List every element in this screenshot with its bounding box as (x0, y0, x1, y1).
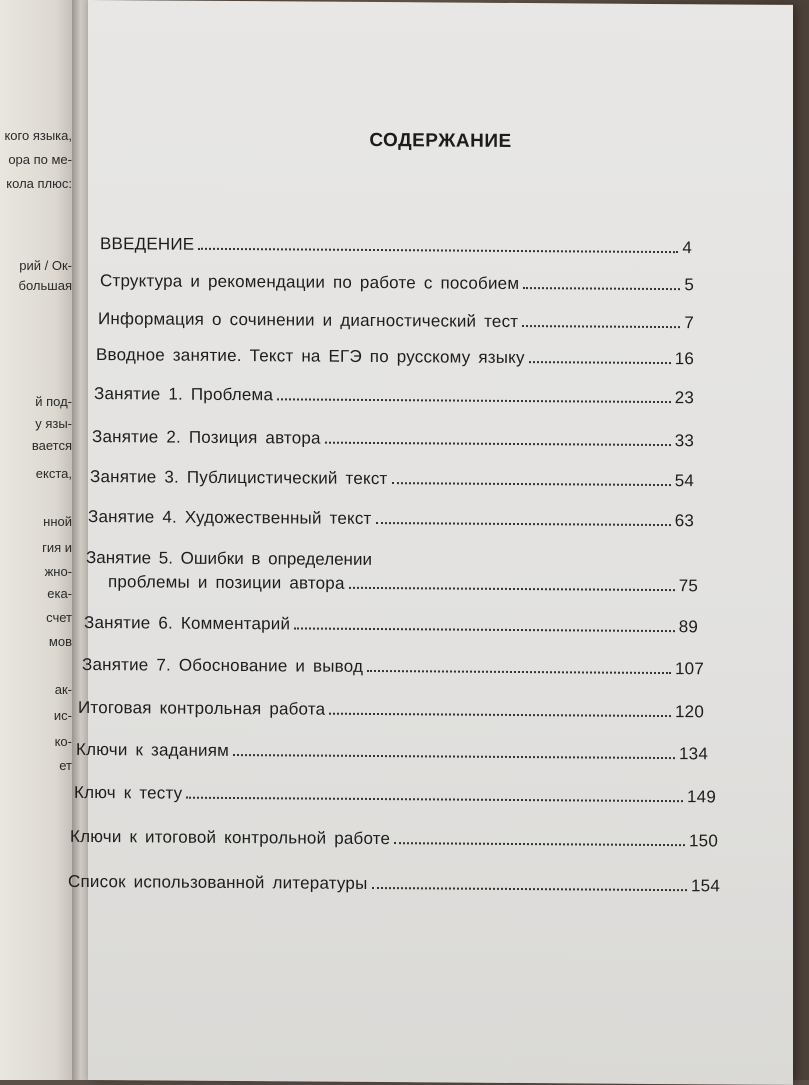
toc-entry-label: Ключи к заданиям (76, 739, 230, 760)
toc-entry-page: 5 (684, 275, 694, 295)
left-page-text: нной (43, 514, 72, 529)
left-page-text: у язы- (35, 416, 72, 431)
toc-entry (98, 309, 694, 333)
dot-leader (529, 361, 671, 364)
toc-entry-label: Занятие 7. Обоснование и вывод (82, 654, 364, 676)
toc-entry (84, 613, 698, 637)
toc-entry (76, 740, 708, 764)
dot-leader (376, 522, 671, 526)
left-page-text: вается (31, 438, 72, 453)
left-page-text: екста, (35, 466, 72, 481)
left-page-text: счет (46, 610, 72, 625)
toc-entry-page: 16 (674, 349, 694, 369)
toc-entry-page: 33 (674, 431, 694, 451)
toc-entry-page: 4 (682, 238, 692, 258)
dot-leader (392, 482, 671, 486)
toc-entry-page: 150 (689, 831, 718, 851)
toc-entry (96, 345, 694, 369)
toc-entry-label: Список использованной литературы (68, 871, 368, 893)
toc-entry-label: Структура и рекомендации по работе с пособием (100, 271, 520, 294)
toc-entry-page: 7 (684, 313, 694, 333)
toc-entry (78, 698, 704, 722)
left-page-text: жно- (44, 564, 72, 579)
toc-entry-label: Занятие 1. Проблема (94, 384, 274, 405)
left-page-text: большая (18, 278, 72, 293)
toc-entry-page: 134 (679, 744, 708, 764)
dot-leader (367, 670, 671, 674)
dot-leader (198, 248, 678, 253)
dot-leader (372, 887, 688, 891)
left-page-text: ет (59, 758, 72, 773)
toc-entry-page: 120 (675, 702, 704, 722)
toc-entry-page: 154 (691, 876, 720, 896)
toc-entry (108, 572, 698, 596)
toc-entry (74, 783, 716, 807)
left-page-text: ак- (54, 682, 72, 697)
toc-entry-page: 54 (674, 471, 694, 491)
toc-entry-label: Занятие 5. Ошибки в определении (86, 547, 372, 569)
toc-entry (70, 827, 718, 852)
toc-entry-label: Занятие 3. Публицистический текст (90, 467, 388, 489)
left-page-text: гия и (42, 540, 72, 555)
toc-entry-page: 149 (687, 787, 716, 807)
dot-leader (233, 754, 675, 759)
toc-entry (100, 271, 694, 295)
toc-entry-label: Занятие 6. Комментарий (84, 612, 291, 634)
toc-entry-label: Ключ к тесту (74, 782, 183, 803)
left-page-text: ис- (53, 708, 72, 723)
toc-entry-label: Занятие 4. Художественный текст (88, 507, 372, 528)
toc-entry-page: 107 (675, 659, 704, 679)
dot-leader (277, 398, 671, 403)
dot-leader (329, 713, 671, 717)
left-page-text: ко- (54, 734, 72, 749)
dot-leader (522, 325, 680, 328)
left-page-text: ека- (47, 586, 72, 601)
toc-entry (68, 872, 720, 897)
left-page-text: рий / Ок- (19, 258, 72, 273)
toc-entry-label: Вводное занятие. Текст на ЕГЭ по русскому языку (96, 345, 525, 368)
toc-entry-label: Информация о сочинении и диагностический тест (98, 309, 519, 332)
toc-entry-label: Ключи к итоговой контрольной работе (70, 826, 391, 849)
toc-entry-page: 75 (678, 576, 698, 596)
toc-entry (90, 467, 694, 491)
toc-entry-label: Занятие 2. Позиция автора (92, 427, 321, 448)
toc-entry (88, 507, 694, 531)
page-title: СОДЕРЖАНИЕ (369, 129, 512, 152)
toc-entry-page: 63 (674, 511, 694, 531)
left-page (0, 0, 80, 1080)
toc-entry (100, 234, 692, 258)
contents-page (68, 0, 793, 1085)
toc-entry-page: 23 (674, 388, 694, 408)
dot-leader (294, 627, 675, 632)
toc-entry-label-continuation: проблемы и позиции автора (108, 572, 345, 593)
dot-leader (349, 587, 675, 591)
dot-leader (325, 442, 671, 446)
toc-entry-label: ВВЕДЕНИЕ (100, 234, 195, 254)
toc-entry-page: 89 (678, 617, 698, 637)
dot-leader (186, 797, 683, 802)
dot-leader (523, 287, 680, 290)
left-page-text: кола плюс: (6, 176, 72, 191)
dot-leader (394, 842, 685, 846)
toc-entry (82, 655, 704, 679)
toc-entry (94, 384, 694, 408)
left-page-text: ора по ме- (8, 152, 72, 167)
left-page-text: мов (48, 634, 72, 649)
left-page-text: й под- (35, 394, 72, 409)
toc-entry (92, 427, 694, 451)
left-page-text: кого языка, (4, 128, 72, 143)
toc-entry-label: Итоговая контрольная работа (78, 697, 326, 719)
